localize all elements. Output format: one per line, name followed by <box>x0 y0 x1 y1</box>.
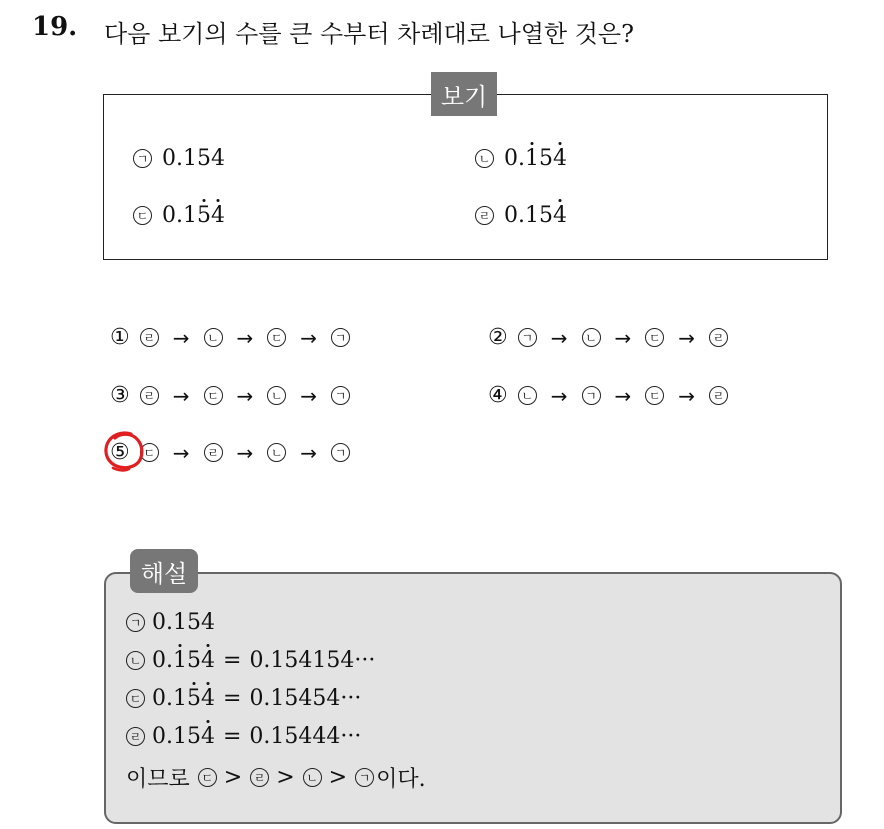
circle-mark-icon: ㄴ <box>267 386 286 405</box>
greater-than-sign: > <box>276 765 295 790</box>
circle-mark-icon: ㄹ <box>709 328 728 347</box>
number-value: 0.154 <box>152 610 215 635</box>
greater-than-sign: > <box>328 765 348 790</box>
arrow-icon: → <box>236 440 254 465</box>
choice-number: ② <box>488 325 508 350</box>
circle-mark-icon: ㄷ <box>645 328 664 347</box>
arrow-icon: → <box>550 383 568 408</box>
circle-mark-icon: ㄱ <box>582 386 601 405</box>
expansion-value: 0.154154··· <box>249 648 376 673</box>
circle-mark-icon: ㄱ <box>133 149 152 168</box>
circle-mark-icon: ㄴ <box>126 651 145 670</box>
choice-4[interactable] <box>488 383 728 408</box>
circle-mark-icon: ㄹ <box>204 443 223 462</box>
circle-mark-icon: ㄹ <box>250 768 269 787</box>
arrow-icon: → <box>300 440 318 465</box>
circle-mark-icon: ㄴ <box>475 149 494 168</box>
bogi-item-4 <box>475 203 567 228</box>
arrow-icon: → <box>550 325 568 350</box>
arrow-icon: → <box>678 325 696 350</box>
circle-mark-icon: ㄷ <box>204 386 223 405</box>
greater-than-sign: > <box>223 765 243 790</box>
circle-mark-icon: ㄱ <box>331 443 350 462</box>
arrow-icon: → <box>172 383 190 408</box>
equals-sign: = <box>223 648 242 673</box>
circle-mark-icon: ㄷ <box>645 386 664 405</box>
circle-mark-icon: ㄹ <box>140 386 159 405</box>
choice-1[interactable] <box>110 325 350 350</box>
choice-number: ③ <box>110 383 130 408</box>
expansion-value: 0.15454··· <box>249 686 362 711</box>
choice-2[interactable] <box>488 325 728 350</box>
circle-mark-icon: ㄹ <box>140 328 159 347</box>
circle-mark-icon: ㄱ <box>331 386 350 405</box>
arrow-icon: → <box>614 383 632 408</box>
circle-mark-icon: ㄹ <box>709 386 728 405</box>
number-value: 0.15 4 <box>152 724 215 749</box>
arrow-icon: → <box>236 383 254 408</box>
number-value: 0. 1 5 4 <box>504 146 567 171</box>
choice-number: ⑤ <box>110 440 130 465</box>
equals-sign: = <box>223 686 242 711</box>
explanation-line-2 <box>126 648 375 673</box>
equals-sign: = <box>222 724 242 749</box>
expansion-value: 0.15444··· <box>249 724 362 749</box>
bogi-item-2 <box>475 146 567 171</box>
conclusion-suffix: 이다. <box>376 767 426 792</box>
arrow-icon: → <box>614 325 632 350</box>
number-value: 0.1 5 4 <box>152 686 215 711</box>
number-value: 0.15 4 <box>504 203 567 228</box>
arrow-icon: → <box>678 383 696 408</box>
circle-mark-icon: ㄷ <box>133 206 152 225</box>
circle-mark-icon: ㄹ <box>126 727 145 746</box>
conclusion-prefix: 이므로 <box>126 767 190 792</box>
bogi-item-3 <box>133 203 225 228</box>
circle-mark-icon: ㄴ <box>267 443 286 462</box>
circle-mark-icon: ㄱ <box>518 328 537 347</box>
arrow-icon: → <box>300 325 318 350</box>
circle-mark-icon: ㄹ <box>475 206 494 225</box>
explanation-conclusion <box>126 762 426 793</box>
circle-mark-icon: ㄷ <box>140 443 159 462</box>
circle-mark-icon: ㄷ <box>126 689 145 708</box>
bogi-item-1 <box>133 146 225 171</box>
number-value: 0. 1 5 4 <box>152 648 215 673</box>
explanation-line-1 <box>126 610 215 635</box>
choice-3[interactable] <box>110 383 350 408</box>
arrow-icon: → <box>300 383 318 408</box>
circle-mark-icon: ㄱ <box>126 613 145 632</box>
question-text: 다음 보기의 수를 큰 수부터 차례대로 나열한 것은? <box>104 20 634 48</box>
circle-mark-icon: ㄷ <box>267 328 286 347</box>
circle-mark-icon: ㄴ <box>303 768 322 787</box>
number-value: 0.154 <box>162 146 225 171</box>
answer-circle-mark-icon <box>101 428 147 474</box>
circle-mark-icon: ㄴ <box>582 328 601 347</box>
choice-number: ① <box>110 325 130 350</box>
arrow-icon: → <box>172 325 190 350</box>
circle-mark-icon: ㄱ <box>331 328 350 347</box>
explanation-label: 해설 <box>130 549 198 593</box>
number-value: 0.1 5 4 <box>162 203 225 228</box>
circle-mark-icon: ㄴ <box>204 328 223 347</box>
question-number: 19. <box>32 12 78 42</box>
arrow-icon: → <box>236 325 254 350</box>
bogi-label: 보기 <box>431 72 497 116</box>
arrow-icon: → <box>172 440 190 465</box>
circle-mark-icon: ㄷ <box>198 768 217 787</box>
circle-mark-icon: ㄴ <box>518 386 537 405</box>
explanation-line-3 <box>126 686 361 711</box>
explanation-line-4 <box>126 724 361 749</box>
circle-mark-icon: ㄱ <box>355 768 374 787</box>
bogi-box <box>103 94 828 260</box>
choice-number: ④ <box>488 383 508 408</box>
